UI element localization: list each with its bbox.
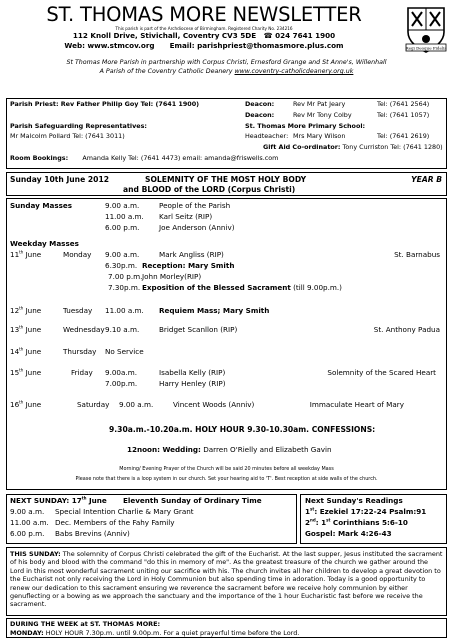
next-sunday-heading: NEXT SUNDAY: 17th June [10,495,107,505]
partnership-line-1: St Thomas More Parish in partnership with Corpus Christi, Ernesford Grange and St Anne's, Willenhall [66,59,387,66]
room-bookings: Room Bookings: Amanda Kelly Tel: (7641 4473) email: amanda@friswells.com [10,154,279,162]
crest-motto: Regi Deoque Fidelis [405,45,447,51]
parish-priest: Parish Priest: Rev Father Philip Goy Tel: (7641 1900) [10,100,200,108]
feast-line-1: SOLEMNITY OF THE MOST HOLY BODY [145,175,307,184]
sunday-masses-label: Sunday Masses [10,201,73,210]
deacon-2: Rev Mr Tony Colby [293,111,352,119]
loop-note: Please note that there is a loop system in our church. Set your hearing aid to 'T'. Best reception at side walls of the church. [75,476,378,482]
deacon-1: Rev Mr Pat Jeary [293,100,346,108]
gift-aid: Gift Aid Co-ordinator: Tony Curriston Tel: (7641 1280) [263,143,443,151]
wedding: 12noon: Wedding: Darren O'Rielly and Elizabeth Gavin [127,445,332,454]
readings-title: Next Sunday's Readings [305,496,403,505]
charity-line: This parish is part of the Archdiocese of Birmingham. Registered Charity No. 234216 [115,26,293,31]
week-heading: DURING THE WEEK at ST. THOMAS MORE: [10,620,161,628]
reading-1: 1st: Ezekiel 17:22-24 Psalm:91 [305,506,427,516]
partnership-line-2: A Parish of the Coventry Catholic Deanery www.coventry-catholicdeanery.org.uk [99,67,354,75]
monday-holy-hour: MONDAY: HOLY HOUR 7.30p.m. until 9.00p.m. For a quiet prayerful time before the Lord. [10,628,300,637]
this-sunday-label: THIS SUNDAY: [10,550,61,558]
phone: ☎ 024 7641 1900 [263,31,336,40]
staff-box: Parish Priest: Rev Father Philip Goy Tel: (7641 1900) Parish Safeguarding Representatives: Mr Malcolm Pollard Tel: (7641 3011) Room Bookings: Amanda Kelly Tel: (7641 4473) email: amanda@friswells.com Deacon: Rev Mr Pat Jeary Tel: (7641 2564) Deacon: Rev Mr Tony Colby Tel: (7641 1057) St. Thomas More Primary School: Headteacher: Mrs Mary Wilson Tel: (7641 2619) Gift Aid Co-ordinator: Tony Curriston Tel: (7641 1280) [6,98,447,169]
safeguarding-name: Mr Malcolm Pollard Tel: (7641 3011) [10,132,125,140]
liturgical-year: YEAR B [411,175,442,184]
day-wednesday: 13th June [10,324,42,334]
this-sunday-box [6,547,447,616]
holy-hour-confessions: 9.30a.m.-10.20a.m. HOLY HOUR 9.30-10.30am. CONFESSIONS: [109,425,376,434]
day-tuesday: 12th June [10,305,42,315]
next-sunday-box: NEXT SUNDAY: 17th June Eleventh Sunday of Ordinary Time 9.00 a.m. Special Intention Charlie & Mary Grant 11.00 a.m. Dec. Members of the Fahy Family 6.00 p.m. Babs Brevins (Anniv) [6,494,297,544]
day-friday: 15th June [10,367,42,377]
address-line [6,32,402,41]
newsletter-page [6,4,447,636]
website-link[interactable]: Web: www.stmcov.org [64,41,155,50]
week-box [6,618,447,638]
partnership-text [6,59,447,77]
gospel: Gospel: Mark 4:26-43 [305,529,392,538]
this-sunday-text: The solemnity of Corpus Christi celebrated the gift of the Eucharist. At the last supper, Jesus instituted the sacrament of his body and blood with the command "do this in memory of me". As the greatest treasure of the church we gather around the Lord in this most wonderful sacrament uniting our sacrifice with his. The church invites all her children to develop a great devotion to the Eucharist not only receiving the Lord in Holy Communion but also spending time in adoration. Today is a good opportunity to renew our dedication to this sacrament ensuring we reverence the sacrament before we receive holy communion by either genuflecting or a bowing as we approach the sanctuary and the importance of the 1 hour Eucharistic fast before we receive the sacrament. [10,550,443,609]
newsletter-title: ST. THOMAS MORE NEWSLETTER [46,3,362,26]
day-saturday: 16th June [10,399,42,409]
weekday-masses-label: Weekday Masses [10,239,79,248]
sunday-date: Sunday 10th June 2012 [10,175,110,184]
reading-2: 2nd: 1st Corinthians 5:6-10 [305,517,408,527]
prayer-note: Morning/ Evening Prayer of the Church will be said 20 minutes before all weekday Mass [119,466,334,472]
day-monday: 11th June [10,249,42,259]
day-thursday: 14th June [10,346,42,356]
masses-box: Sunday Masses 9.00 a.m. People of the Parish 11.00 a.m. Karl Seitz (RIP) 6.00 p.m. Joe Anderson (Anniv) Weekday Masses 11th June Monday 9.00 a.m. Mark Angliss (RIP) St. Barnabus 6.30p.m. Reception: Mary Smith 7.00 p.m. John Morley(RIP) 7.30p.m. Exposition of the Blessed Sacrament (till 9.00p.m.) 12th June Tuesday 11.00 a.m. Requiem Mass; Mary Smith 13th June Wednesday 9.10 a.m. Bridget Scanllon (RIP) St. Anthony Padua 14th June Thursday No Service 15th June Friday 9.00a.m. Isabella Kelly (RIP) Solemnity of the Scared Heart 7.00p.m. Harry Henley (RIP) 16th June Saturday 9.00 a.m. Vincent Woods (Anniv) Immaculate Heart of Mary 9.30a.m.-10.20a.m. HOLY HOUR 9.30-10.30am. CONFESSIONS: 12noon: Wedding: Darren O'Rielly and Elizabeth Gavin Morning/ Evening Prayer of the Church will be said 20 minutes before all weekday Mass Please note that there is a loop system in our church. Set your hearing aid to 'T'. Best reception at side walls of the church. [6,198,447,490]
readings-box [300,494,447,544]
next-sunday-title: Eleventh Sunday of Ordinary Time [123,496,262,505]
web-line [6,42,402,51]
parish-crest-icon [404,6,448,54]
email-link[interactable]: Email: parishpriest@thomasmore.plus.com [169,41,344,50]
safeguarding-label: Parish Safeguarding Representatives: [10,122,147,130]
sunday-heading-box [6,172,447,196]
deanery-link[interactable]: www.coventry-catholicdeanery.org.uk [234,67,354,75]
school-label: St. Thomas More Primary School: [245,122,366,130]
headteacher: Mrs Mary Wilson [293,132,346,140]
feast-line-2: and BLOOD of the LORD (Corpus Christi) [123,185,296,194]
address: 112 Knoll Drive, Stivichall, Coventry CV3 5DE [72,31,257,40]
